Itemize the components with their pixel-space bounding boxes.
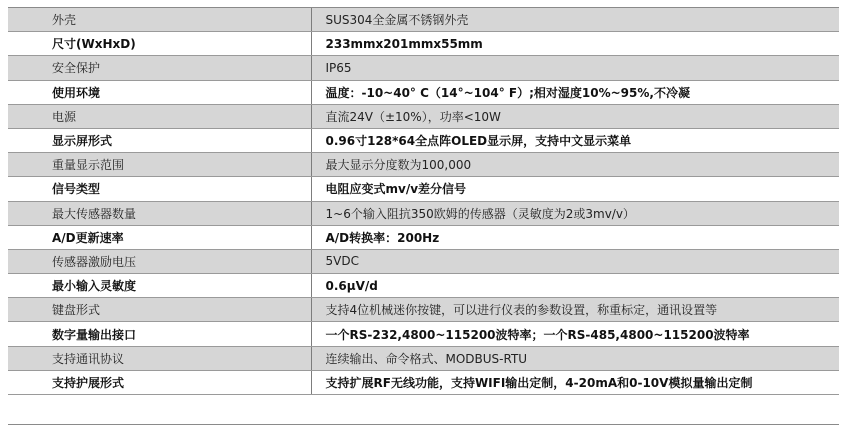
spec-value-sensitivity: 0.6μV/d bbox=[311, 274, 839, 298]
table-row bbox=[8, 370, 839, 394]
spec-label-environment: 使用环境 bbox=[8, 80, 311, 104]
spec-value-excitation: 5VDC bbox=[311, 249, 839, 273]
spec-label-display: 显示屏形式 bbox=[8, 128, 311, 152]
spec-label-protection: 安全保护 bbox=[8, 56, 311, 80]
spec-value-protection: IP65 bbox=[311, 56, 839, 80]
spec-label-excitation: 传感器激励电压 bbox=[8, 249, 311, 273]
spec-value-casing: SUS304全金属不锈钢外壳 bbox=[311, 8, 839, 32]
table-row bbox=[8, 128, 839, 152]
table-row bbox=[8, 346, 839, 370]
table-row bbox=[8, 153, 839, 177]
spec-table bbox=[8, 7, 839, 395]
spec-value-power: 直流24V（±10%），功率<10W bbox=[311, 104, 839, 128]
table-row bbox=[8, 8, 839, 32]
table-row bbox=[8, 274, 839, 298]
spec-label-weight-range: 重量显示范围 bbox=[8, 153, 311, 177]
spec-sheet bbox=[8, 7, 839, 425]
spec-value-keypad: 支持4位机械迷你按键，可以进行仪表的参数设置，称重标定，通讯设置等 bbox=[311, 298, 839, 322]
spec-label-digital-output: 数字量输出接口 bbox=[8, 322, 311, 346]
spec-label-power: 电源 bbox=[8, 104, 311, 128]
spec-value-digital-output: 一个RS-232,4800~115200波特率；一个RS-485,4800~115200波特率 bbox=[311, 322, 839, 346]
spec-value-protocols: 连续输出、命令格式、MODBUS-RTU bbox=[311, 346, 839, 370]
spec-label-sensitivity: 最小输入灵敏度 bbox=[8, 274, 311, 298]
spec-label-max-sensors: 最大传感器数量 bbox=[8, 201, 311, 225]
spec-label-expansion: 支持护展形式 bbox=[8, 370, 311, 394]
spec-value-environment: 温度：-10~40° C（14°~104° F）;相对湿度10%~95%,不冷凝 bbox=[311, 80, 839, 104]
spec-label-dimensions: 尺寸(WxHxD) bbox=[8, 32, 311, 56]
spec-value-expansion: 支持扩展RF无线功能，支持WIFI输出定制，4-20mA和0-10V模拟量输出定制 bbox=[311, 370, 839, 394]
table-row bbox=[8, 56, 839, 80]
spec-value-display: 0.96寸128*64全点阵OLED显示屏，支持中文显示菜单 bbox=[311, 128, 839, 152]
table-row bbox=[8, 32, 839, 56]
spec-value-ad-rate: A/D转换率：200Hz bbox=[311, 225, 839, 249]
table-row bbox=[8, 201, 839, 225]
table-row bbox=[8, 298, 839, 322]
table-row bbox=[8, 225, 839, 249]
spec-label-ad-rate: A/D更新速率 bbox=[8, 225, 311, 249]
spec-value-weight-range: 最大显示分度数为100,000 bbox=[311, 153, 839, 177]
spec-label-signal-type: 信号类型 bbox=[8, 177, 311, 201]
spec-value-max-sensors: 1~6个输入阻抗350欧姆的传感器（灵敏度为2或3mv/v） bbox=[311, 201, 839, 225]
table-row bbox=[8, 249, 839, 273]
spec-label-casing: 外壳 bbox=[8, 8, 311, 32]
spec-value-signal-type: 电阻应变式mv/v差分信号 bbox=[311, 177, 839, 201]
spec-label-protocols: 支持通讯协议 bbox=[8, 346, 311, 370]
spec-label-keypad: 键盘形式 bbox=[8, 298, 311, 322]
table-row bbox=[8, 80, 839, 104]
spec-value-dimensions: 233mmx201mmx55mm bbox=[311, 32, 839, 56]
table-row bbox=[8, 177, 839, 201]
table-row bbox=[8, 104, 839, 128]
table-row bbox=[8, 322, 839, 346]
